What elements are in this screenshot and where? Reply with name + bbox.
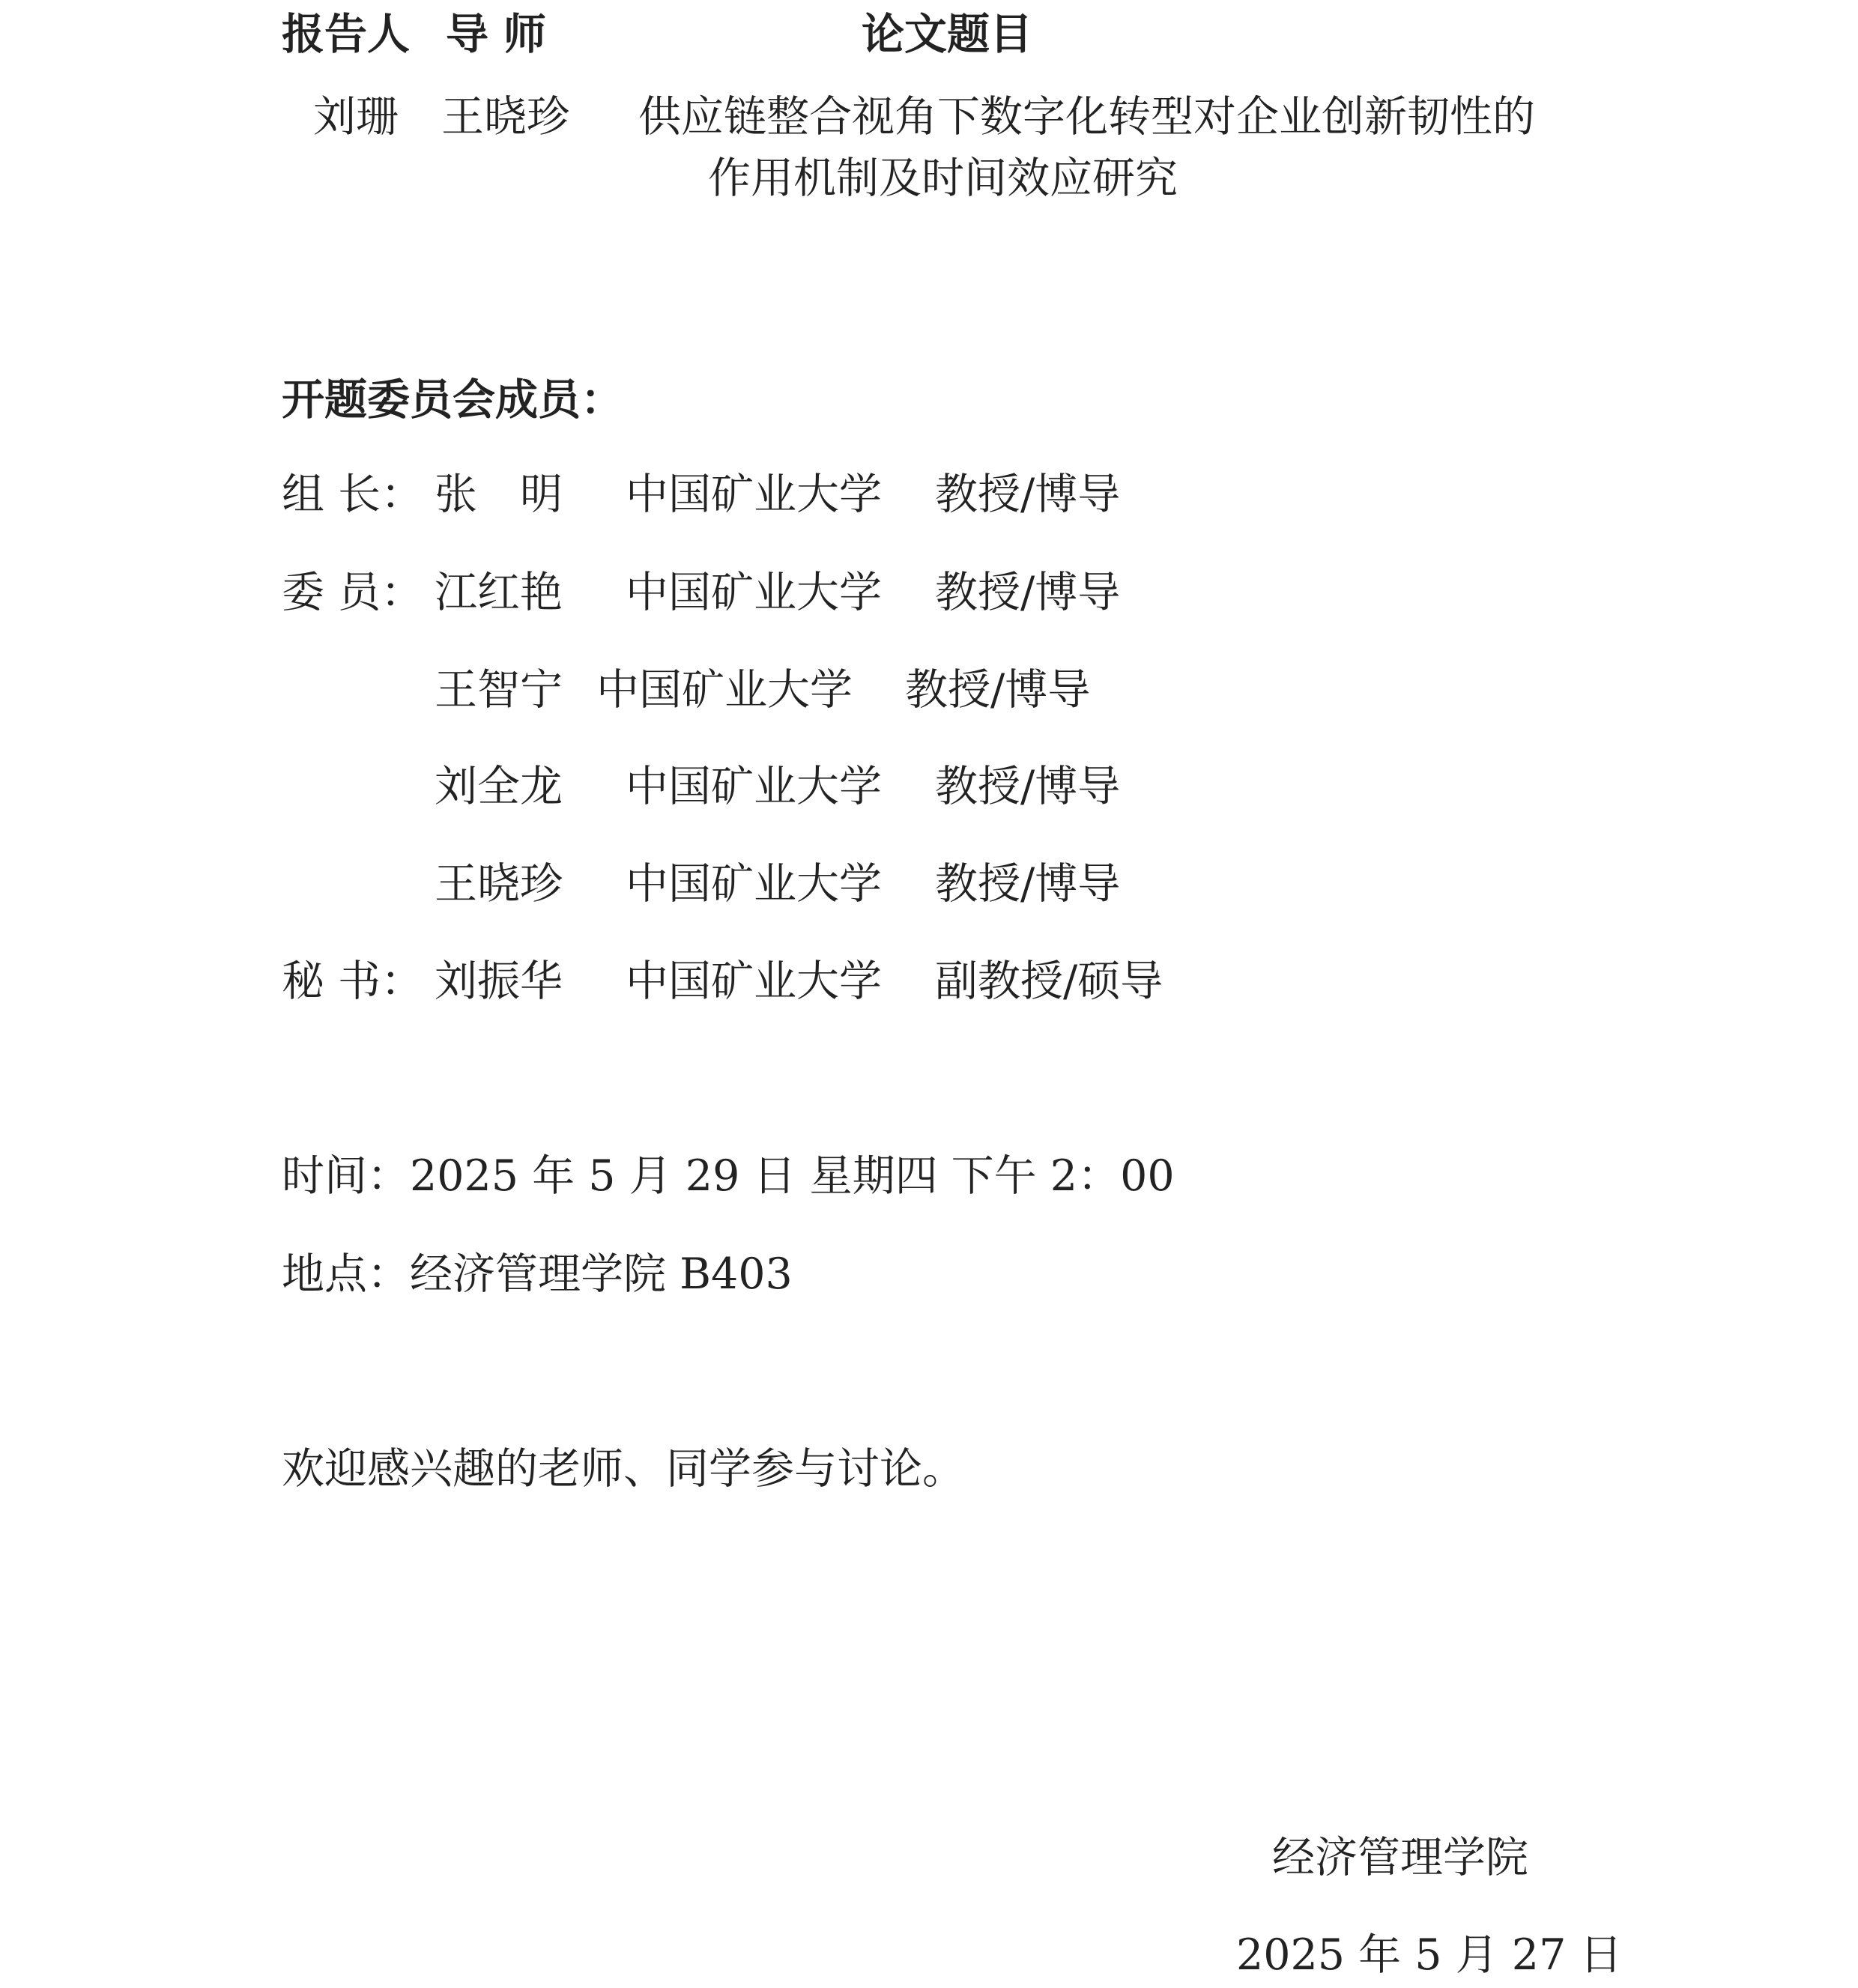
- invitation-text: 欢迎感兴趣的老师、同学参与讨论。: [282, 1444, 965, 1494]
- committee-role: 秘 书：: [282, 957, 424, 1006]
- committee-name: 刘振华: [435, 957, 563, 1006]
- title-label: 论文题目: [862, 9, 1032, 59]
- committee-org: 中国矿业大学: [626, 957, 882, 1006]
- signature-org: 经济管理学院: [1272, 1833, 1528, 1882]
- committee-org: 中国矿业大学: [626, 568, 882, 617]
- committee-org: 中国矿业大学: [626, 859, 882, 909]
- committee-org: 中国矿业大学: [626, 762, 882, 811]
- signature-date: 2025 年 5 月 27 日: [1236, 1930, 1623, 1980]
- presenter-label: 报告人: [282, 9, 410, 59]
- advisor-label: 导 师: [446, 9, 546, 59]
- committee-rank: 副教授/硕导: [935, 957, 1163, 1006]
- committee-org: 中国矿业大学: [596, 665, 853, 715]
- advisor-name: 王晓珍: [441, 92, 569, 142]
- thesis-title-line-1: 供应链整合视角下数字化转型对企业创新韧性的: [638, 92, 1535, 142]
- committee-name: 张 明: [435, 470, 563, 519]
- committee-org: 中国矿业大学: [626, 470, 882, 519]
- committee-name: 王智宁: [435, 665, 563, 715]
- committee-rank: 教授/博导: [935, 568, 1121, 617]
- committee-rank: 教授/博导: [935, 859, 1121, 909]
- meeting-place: 地点：经济管理学院 B403: [282, 1249, 793, 1299]
- committee-name: 王晓珍: [435, 859, 563, 909]
- committee-rank: 教授/博导: [935, 762, 1121, 811]
- committee-rank: 教授/博导: [905, 665, 1091, 715]
- presenter-name: 刘珊: [313, 92, 399, 142]
- committee-name: 江红艳: [435, 568, 563, 617]
- thesis-title-line-2: 作用机制及时间效应研究: [708, 154, 1178, 203]
- committee-role: 委 员：: [282, 568, 424, 617]
- committee-role: 组 长：: [282, 470, 424, 519]
- committee-name: 刘全龙: [435, 762, 563, 811]
- committee-heading: 开题委员会成员：: [282, 375, 623, 425]
- meeting-time: 时间：2025 年 5 月 29 日 星期四 下午 2：00: [282, 1151, 1175, 1201]
- committee-rank: 教授/博导: [935, 470, 1121, 519]
